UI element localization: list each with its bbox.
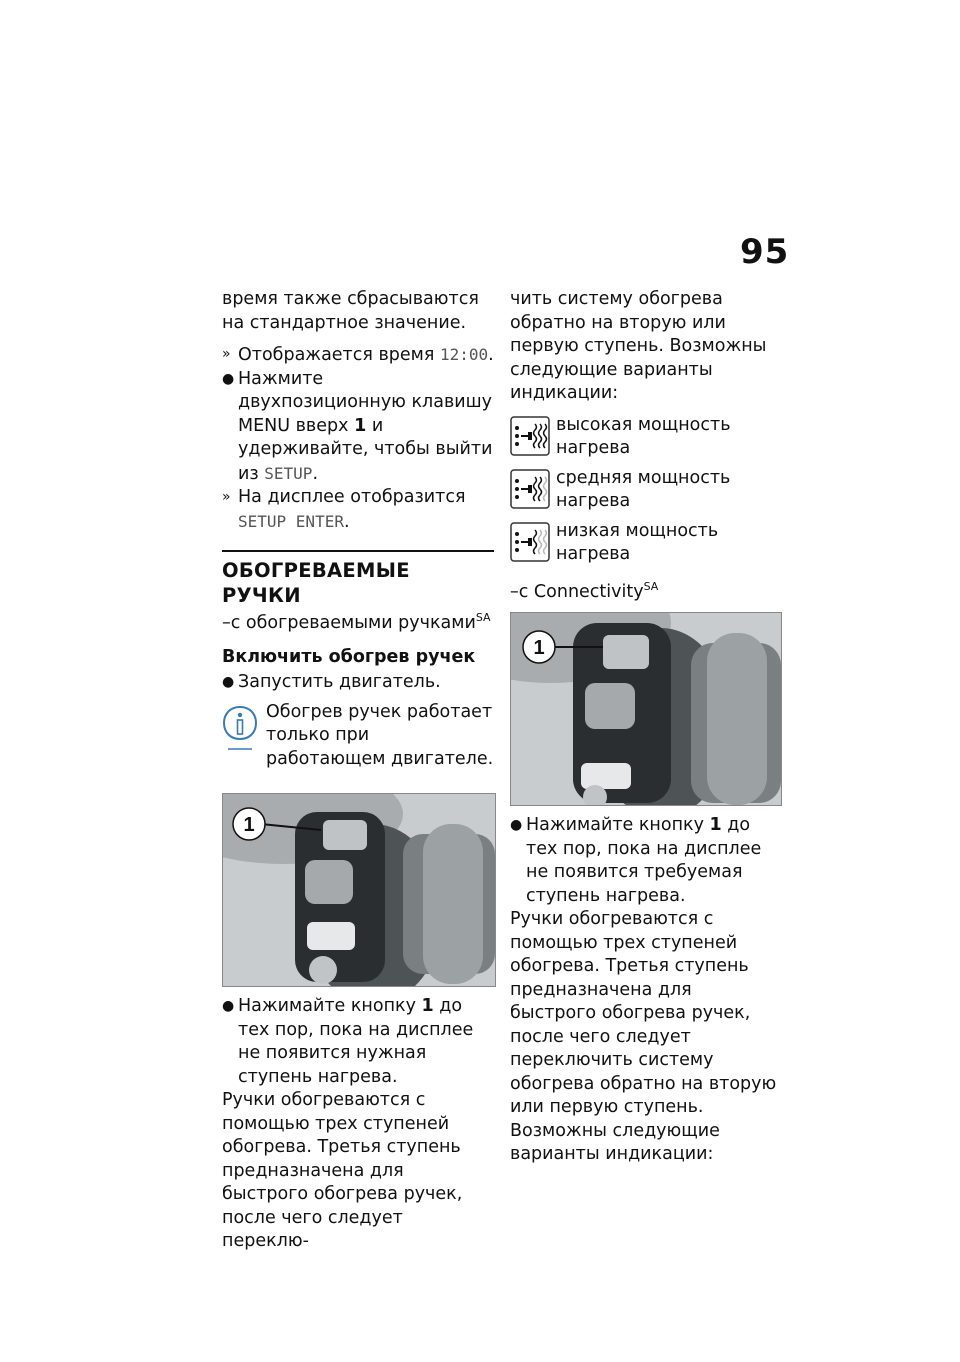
time-code: 12:00 (439, 345, 489, 364)
result-arrow-icon: » (222, 346, 231, 362)
left-column (222, 288, 494, 1262)
result-arrow-icon: » (222, 489, 231, 505)
heat-level-high-icon (510, 416, 550, 456)
bullet-icon: ● (222, 674, 235, 690)
step-press-button-connectivity: ● Нажимайте кнопку 1 до тех пор, пока на дисплее не появится требуемая ступень нагрева. (510, 815, 762, 906)
indicator-label: средняя мощность нагрева (556, 467, 731, 511)
handlebar-photo (222, 793, 496, 987)
option-line-connectivity: –с Connectivity$^{SA}$ (510, 579, 659, 602)
step-hold-menu: ● Нажмите двухпозиционную клавишу MENU вверх 1 и удерживайте, чтобы выйти из SETUP. (222, 368, 493, 484)
page-number: 95 (740, 232, 790, 272)
step-press-button: ● Нажимайте кнопку 1 до тех пор, пока на дисплее не появится нужная ступень нагрева. (222, 996, 474, 1087)
info-note: Обогрев ручек работает только при работающем двигателе. (222, 701, 494, 772)
result-time-shown: » Отображается время 12:00. (222, 345, 494, 365)
bullet-icon: ● (222, 998, 235, 1014)
indicator-low (510, 520, 782, 567)
indicator-high (510, 414, 782, 461)
result-setup-enter: » На дисплее отобразится SETUP ENTER. (222, 487, 466, 532)
handlebar-photo-connectivity (510, 612, 782, 806)
subheading: Включить обогрев ручек (222, 646, 476, 667)
step-start-engine: ● Запустить двигатель. (222, 671, 494, 695)
setup-enter-code: SETUP ENTER (238, 511, 344, 531)
heating-levels-text: Ручки обогреваются с помощью трех ступеней обогрева. Третья ступень предназначена для быстрого обогрева ручек, после чего следует переключить систему обогрева обратно на вторую или первую ступень. Возможны следующие варианты индикации: (510, 909, 777, 1164)
right-column (510, 288, 782, 1175)
info-icon (222, 705, 258, 753)
heating-levels-text: Ручки обогреваются с помощью трех ступеней обогрева. Третья ступень предназначена для быстрого обогрева ручек, после чего следует переклю- (222, 1090, 463, 1251)
section-heading: ОБОГРЕВАЕМЫЕ РУЧКИ (222, 550, 494, 608)
continued-text: чить систему обогрева обратно на вторую или первую ступень. Возможны следующие варианты индикации: (510, 289, 767, 403)
heat-level-low-icon (510, 522, 550, 562)
indicator-label: низкая мощность нагрева (556, 520, 719, 564)
intro-text: время также сбрасываются на стандартное значение. (222, 289, 479, 333)
indicator-label: высокая мощность нагрева (556, 414, 731, 458)
heat-level-medium-icon (510, 469, 550, 509)
photo-callout-1: 1 (243, 814, 255, 836)
indicator-medium (510, 467, 782, 514)
photo-callout-1: 1 (533, 637, 545, 659)
bullet-icon: ● (510, 817, 523, 833)
setup-code: SETUP (264, 463, 313, 483)
bullet-icon: ● (222, 370, 235, 387)
option-line: –с обогреваемыми ручками$^{SA}$ (222, 611, 491, 633)
